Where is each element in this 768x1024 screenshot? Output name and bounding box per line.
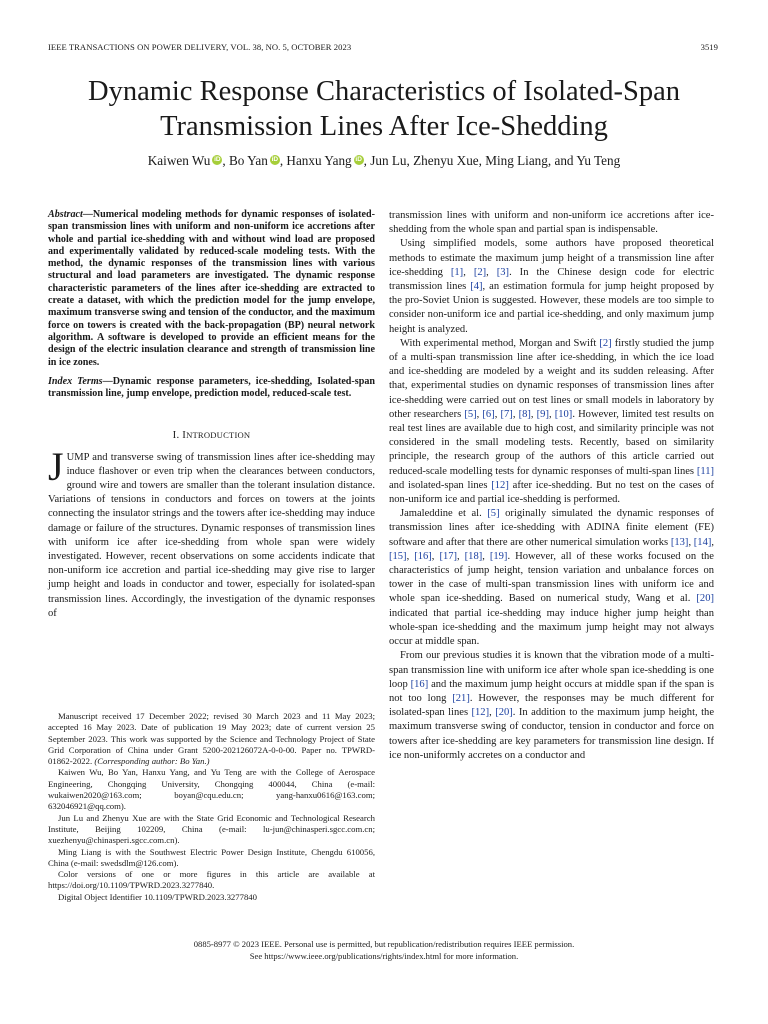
abstract-text: —Numerical modeling methods for dynamic responses of isolated-span transmission lines with uniform and non-uniform ice accretions after whole and partial ice-shedding with and without wind load are proposed and experimentally validated by reduced-scale modeling tests. With the method, the dynamic responses of the transmission lines with various structural and load parameters are investigated. The dynamic response characteristic parameters of the lines after ice-shedding are extracted to create a dataset, with which the prediction model for the jump envelope, maximum transverse swing and tension of the conductor, and the maximum force on towers is created with the back-propagation (BP) neural network algorithm. A software is developed to provide an efficient means for the design of the electric insulation clearance and strength of transmission line in ice zones.: [48, 209, 375, 368]
citation-link[interactable]: [3]: [496, 266, 510, 278]
intro-text: UMP and transverse swing of transmission lines after ice-shedding may induce flashover or even trip when the clearances between conductors, ground wire and towers are smaller than the tolerant insulation distance. Variations of tensions in conductors and forces on towers at the joints connecting the insulator strings and the towers after ice-shedding may induce damage or failure of the structures. Dynamic responses of transmission lines with uniform ice after ice-shedding from whole span were widely investigated. However, recent observations on some accidents indicate that non-uniform ice accretion and partial ice-shedding may give rise to larger jump height and loads in conductor and tower, especially for isolated-span transmission lines. Accordingly, the investigation of the dynamic responses of: [48, 451, 375, 619]
footnote-doi: Digital Object Identifier 10.1109/TPWRD.2023.3277840: [58, 891, 257, 902]
footnote-manuscript: Manuscript received 17 December 2022; revised 30 March 2023 and 11 May 2023; accepted 16 May 2023. Date of publication 19 May 2023; date of current version 25 September 2023. This work was supported by the Science and Technology Project of State Grid Corporation of China under Grant 5200-202126072A-0-0-00. Paper no. TPWRD-01862-2022. (Corresponding author: Bo Yan.): [48, 711, 375, 767]
citation-link[interactable]: [11]: [696, 465, 714, 477]
citation-link[interactable]: [6]: [482, 408, 495, 420]
citation-link[interactable]: [13]: [670, 536, 689, 548]
footnotes: [48, 711, 375, 903]
left-column: [48, 209, 375, 621]
abstract-label: Abstract: [48, 209, 83, 220]
citation-link[interactable]: [5]: [464, 408, 477, 420]
other-authors: , Jun Lu, Zhenyu Xue, Ming Liang, and Yu Teng: [363, 153, 621, 168]
paper-title: [40, 74, 728, 144]
running-header: [48, 42, 718, 56]
author-3: Hanxu Yang: [286, 153, 352, 168]
citation-link[interactable]: [12]: [491, 479, 509, 491]
section-heading: I. INTRODUCTION: [172, 429, 251, 442]
author-2: Bo Yan: [228, 153, 268, 168]
title-line-1: Dynamic Response Characteristics of Isolated-Span: [87, 76, 680, 107]
citation-link[interactable]: [16]: [410, 678, 429, 690]
title-line-2: Transmission Lines After Ice-Shedding: [160, 111, 608, 142]
citation-link[interactable]: [12]: [471, 707, 490, 719]
orcid-icon[interactable]: iD: [355, 156, 362, 163]
citation-link[interactable]: [18]: [464, 550, 483, 562]
index-terms-label: Index Terms: [48, 375, 103, 387]
author-list: Kaiwen Wu iD , Bo Yan iD , Hanxu Yang iD , Jun Lu, Zhenyu Xue, Ming Liang, and Yu Teng: [147, 153, 621, 168]
citation-link[interactable]: [14]: [693, 536, 712, 548]
citation-link[interactable]: [10]: [554, 408, 573, 420]
footnote-affiliation-3: Ming Liang is with the Southwest Electric Power Design Institute, Chengdu 610056, China (e-mail: swedsdlm@126.com).: [48, 846, 375, 868]
paragraph: With experimental method, Morgan and Swift [2] firstly studied the jump of a multi-span transmission line after ice-shedding, in which the ice load and ice-shedding are modeled by a weight and its sudden releasing. After that, experimental studies on dynamic responses of transmission lines after ice-shedding were carried out on test lines or small models in laboratory by other researchers [5], [6], [7], [8], [9], [10]. However, limited test results on real test lines are available due to high cost, and similarity principle was not considered in the small modeling tests. Recently, based on similarity principle, the research group of the authors of this article carried out reduced-scale modelling tests for dynamic responses of multi-span lines [11] and isolated-span lines [12] after ice-shedding. But no test on the cases of non-uniform ice and partial ice-shedding is performed.: [389, 337, 715, 506]
citation-link[interactable]: [19]: [489, 550, 508, 562]
citation-link[interactable]: [2]: [599, 337, 612, 349]
rights-link-line[interactable]: See https://www.ieee.org/publications/rights/index.html for more information.: [249, 951, 519, 961]
citation-link[interactable]: [4]: [470, 281, 483, 293]
citation-link[interactable]: [21]: [452, 692, 470, 704]
citation-link[interactable]: [5]: [487, 508, 500, 520]
citation-link[interactable]: [9]: [536, 408, 549, 420]
orcid-icon[interactable]: iD: [271, 156, 279, 163]
copyright-line: 0885-8977 © 2023 IEEE. Personal use is permitted, but republication/redistribution requires IEEE permission.: [193, 939, 575, 949]
page-number: 3519: [700, 42, 718, 52]
citation-link[interactable]: [16]: [414, 550, 432, 562]
right-column: [389, 209, 714, 763]
citation-link[interactable]: [7]: [500, 408, 513, 420]
citation-link[interactable]: [15]: [389, 550, 407, 562]
author-1: Kaiwen Wu: [147, 153, 211, 168]
citation-link[interactable]: [20]: [495, 707, 513, 719]
footnote-color-versions[interactable]: Color versions of one or more figures in this article are available at https://doi.org/10.1109/TPWRD.2023.3277840.: [48, 869, 375, 891]
intro-paragraph: [48, 443, 375, 621]
footnote-affiliation-2: Jun Lu and Zhenyu Xue are with the State Grid Economic and Technological Research Institute, Beijing 102209, China (e-mail: lu-jun@chinasperi.sgcc.com.cn; xuezhenyu@chinasperi.sgcc.com.cn).: [48, 812, 375, 846]
paragraph: From our previous studies it is known that the vibration mode of a multi-span transmission line with uniform ice after whole span ice-shedding is one loop [16] and the maximum jump height occurs at middle span if the span is not too long [21]. However, the responses may be much different for isolated-span lines [12], [20]. In addition to the maximum jump height, the maximum transverse swing of conductor, tension in conductor and force on towers after ice-shedding are key parameters for transmission line design. If ice non-uniformly accretes on a conductor and: [389, 650, 714, 761]
copyright-footer: [40, 938, 728, 962]
drop-cap: J: [48, 443, 64, 489]
paragraph: transmission lines with uniform and non-uniform ice accretions after ice-shedding from the whole span and partial span is indispensable.: [389, 210, 714, 236]
index-terms-text: —Dynamic response parameters, ice-shedding, Isolated-span transmission line, jump envelope, prediction model, reduced-scale test.: [48, 375, 375, 400]
footnote-affiliation-1: Kaiwen Wu, Bo Yan, Hanxu Yang, and Yu Teng are with the College of Aerospace Engineering, Chongqing University, Chongqing 400044, China (e-mail: wukaiwen2020@163.com; boyan@cqu.edu.cn; yang-hanxu0616@163.com; 632046921@qq.com).: [48, 767, 375, 812]
paragraph: Jamaleddine et al. [5] originally simulated the dynamic responses of transmission lines after ice-shedding with ADINA finite element (FE) software and after that there are other numerical simulation works [13], [14], [15], [16], [17], [18], [19]. However, all of these works focused on the characteristics of jump height, tension variation and unbalance forces on tower in the case of multi-span transmission lines with uniform ice and whole span ice-shedding. Based on numerical study, Wang et al. [20] indicated that partial ice-shedding may induce higher jump height than whole-span ice-shedding and the maximum jump height may not always occur at middle span.: [389, 508, 715, 648]
citation-link[interactable]: [20]: [696, 593, 714, 605]
journal-name: IEEE TRANSACTIONS ON POWER DELIVERY, VOL. 38, NO. 5, OCTOBER 2023: [48, 42, 352, 52]
citation-link[interactable]: [1]: [450, 266, 464, 278]
orcid-icon[interactable]: iD: [214, 156, 221, 163]
citation-link[interactable]: [17]: [439, 550, 458, 562]
paragraph: Using simplified models, some authors have proposed theoretical methods to estimate the maximum jump height of a transmission line after ice-shedding [1], [2], [3]. In the Chinese design code for electric transmission lines [4], an estimation formula for jump height proposed by the pro-Soviet Union is suggested. However, these models are too simple to consider non-uniform ice and partial ice-shedding, and only maximum jump height is analyzed.: [389, 238, 714, 335]
citation-link[interactable]: [2]: [473, 266, 487, 278]
citation-link[interactable]: [8]: [518, 408, 531, 420]
abstract: [48, 209, 375, 369]
index-terms: [48, 376, 375, 401]
